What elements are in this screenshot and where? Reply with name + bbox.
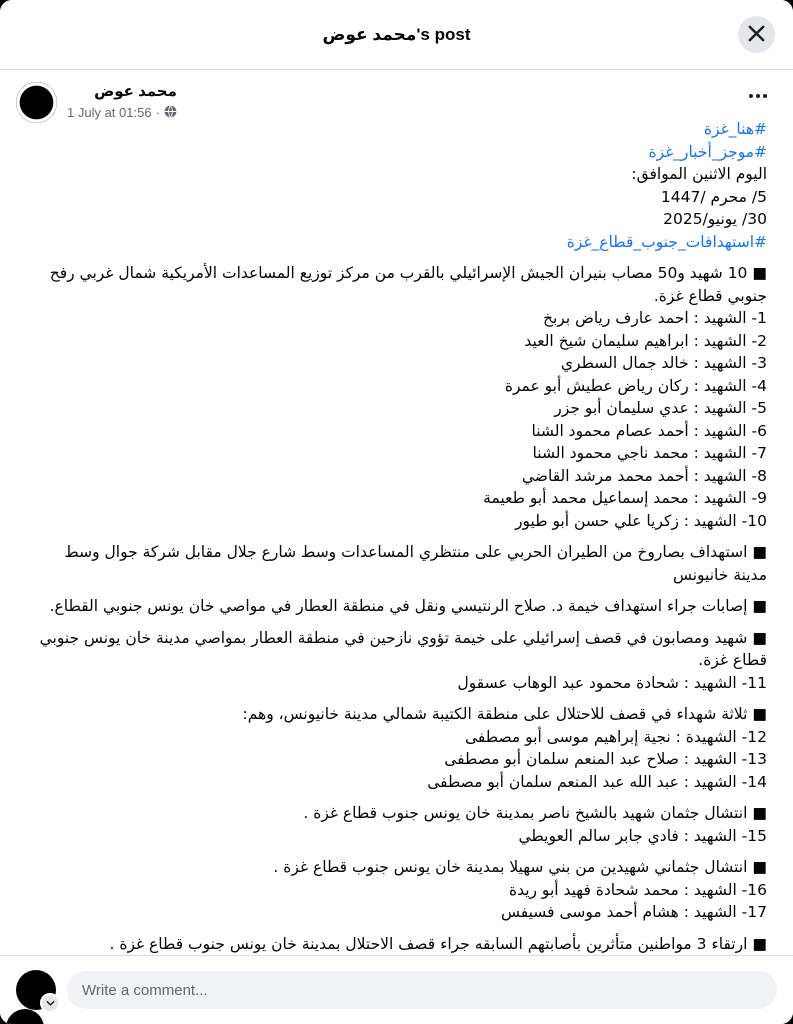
- post-text-line: ■ استهداف بصاروخ من الطيران الحربي على منتظري المساعدات وسط شارع جلال مقابل شركة جوال وسط مدينة خانيونس: [64, 543, 767, 584]
- post-paragraph: [26, 627, 767, 695]
- commenter-avatar[interactable]: [16, 970, 56, 1010]
- post-text-line: ■ انتشال جثماني شهيدين من بني سهيلا بمدينة خان يونس جنوب قطاع غزة .: [273, 858, 767, 876]
- author-name[interactable]: محمد عوض: [94, 83, 177, 100]
- post-text-line: 14- الشهيد : عبد الله عبد المنعم سلمان أبو مصطفى: [427, 772, 767, 791]
- post-text-line: 8- الشهيد : أحمد محمد مرشد القاضي: [521, 466, 767, 485]
- comment-input[interactable]: [67, 971, 777, 1009]
- meta-separator: ·: [155, 105, 160, 120]
- post-paragraph: [26, 856, 767, 924]
- post-text-line: 5/ محرم /1447: [660, 187, 767, 206]
- post-text-line: 2- الشهيد : ابراهيم سليمان شيخ العيد: [524, 331, 767, 350]
- post-text-line: 5- الشهيد : عدي سليمان أبو جزر: [554, 399, 767, 417]
- post-paragraph: [26, 802, 767, 847]
- page-title: محمد عوض's post: [322, 24, 471, 44]
- post-text-line: ■ 10 شهيد و50 مصاب بنيران الجيش الإسرائيلي بالقرب من مركز توزيع المساعدات الأمريكية شمال غربي رفح جنوبي قطاع غزة.: [49, 264, 767, 305]
- post-text-line: 11- الشهيد : شحادة محمود عبد الوهاب عسقول: [457, 673, 767, 692]
- post-paragraph: [26, 541, 767, 586]
- post-text-line: 15- الشهيد : فادي جابر سالم العويطي: [518, 826, 767, 845]
- post-header: [0, 70, 793, 123]
- close-icon: [747, 24, 766, 46]
- author-block: [67, 82, 177, 121]
- post-text-line: 6- الشهيد : أحمد عصام محمود الشنا: [531, 421, 767, 440]
- post-paragraph: [26, 118, 767, 253]
- post-text-line: 17- الشهيد : هشام أحمد موسى فسيفس: [501, 903, 767, 921]
- post-text-line: 10- الشهيد : زكريا علي حسن أبو طيور: [515, 511, 767, 530]
- post-text-line: ■ شهيد ومصابون في قصف إسرائيلي على خيمة تؤوي نازحين في منطقة العطار بمواصي مدينة خان يونس جنوبي قطاع غزة.: [39, 628, 767, 669]
- post-timestamp[interactable]: 1 July at 01:56: [67, 105, 152, 120]
- post-paragraph: [26, 933, 767, 956]
- more-options-button[interactable]: [743, 88, 773, 104]
- post-text-line: ■ ثلاثة شهداء في قصف للاحتلال على منطقة الكتيبة شمالي مدينة خانيونس، وهم:: [242, 705, 767, 723]
- post-content: [0, 118, 793, 955]
- post-text-line: 12- الشهيدة : نجية إبراهيم موسى أبو مصطفى: [465, 727, 767, 746]
- post-paragraph: [26, 703, 767, 793]
- hashtag-link[interactable]: #موجز_أخبار_غزة: [648, 142, 767, 161]
- post-text-line: اليوم الاثنين الموافق:: [631, 165, 767, 183]
- post-text-line: 9- الشهيد : محمد إسماعيل محمد أبو طعيمة: [483, 489, 767, 507]
- post-text-line: 13- الشهيد : صلاح عبد المنعم سلمان أبو مصطفى: [444, 750, 767, 768]
- avatar[interactable]: [16, 82, 57, 123]
- post-text-line: ■ إصابات جراء استهداف خيمة د. صلاح الرنتيسي ونقل في منطقة العطار في مواصي خان يونس جنوبي القطاع.: [49, 597, 767, 615]
- post-text-line: 30/ يونيو/2025: [663, 210, 767, 228]
- hashtag-link[interactable]: #هنا_غزة: [703, 120, 767, 138]
- post-text-line: 3- الشهيد : خالد جمال السطري: [560, 354, 767, 372]
- post-paragraph: [26, 595, 767, 618]
- comment-bar: [0, 955, 793, 1024]
- post-text-line: 16- الشهيد : محمد شحادة فهيد أبو ريدة: [508, 880, 767, 899]
- close-button[interactable]: [738, 16, 775, 53]
- post-meta: [67, 104, 177, 121]
- ellipsis-icon: [749, 94, 767, 98]
- post-text-line: ■ انتشال جثمان شهيد بالشيخ ناصر بمدينة خان يونس جنوب قطاع غزة .: [303, 804, 767, 822]
- chevron-down-icon: [40, 993, 60, 1013]
- post-paragraph: [26, 262, 767, 532]
- globe-privacy-icon: [164, 105, 177, 121]
- dialog-header: [0, 0, 793, 70]
- post-text-line: ■ ارتقاء 3 مواطنين متأثرين بأصابتهم السابقه جراء قصف الاحتلال بمدينة خان يونس جنوب قطاع غزة .: [109, 934, 767, 953]
- hashtag-link[interactable]: #استهدافات_جنوب_قطاع_غزة: [566, 232, 767, 251]
- post-text-line: 1- الشهيد : احمد عارف رياض بربخ: [542, 309, 767, 327]
- post-text-line: 4- الشهيد : ركان رياض عطيش أبو عمرة: [504, 376, 767, 395]
- post-text-line: 7- الشهيد : محمد ناجي محمود الشنا: [532, 444, 767, 462]
